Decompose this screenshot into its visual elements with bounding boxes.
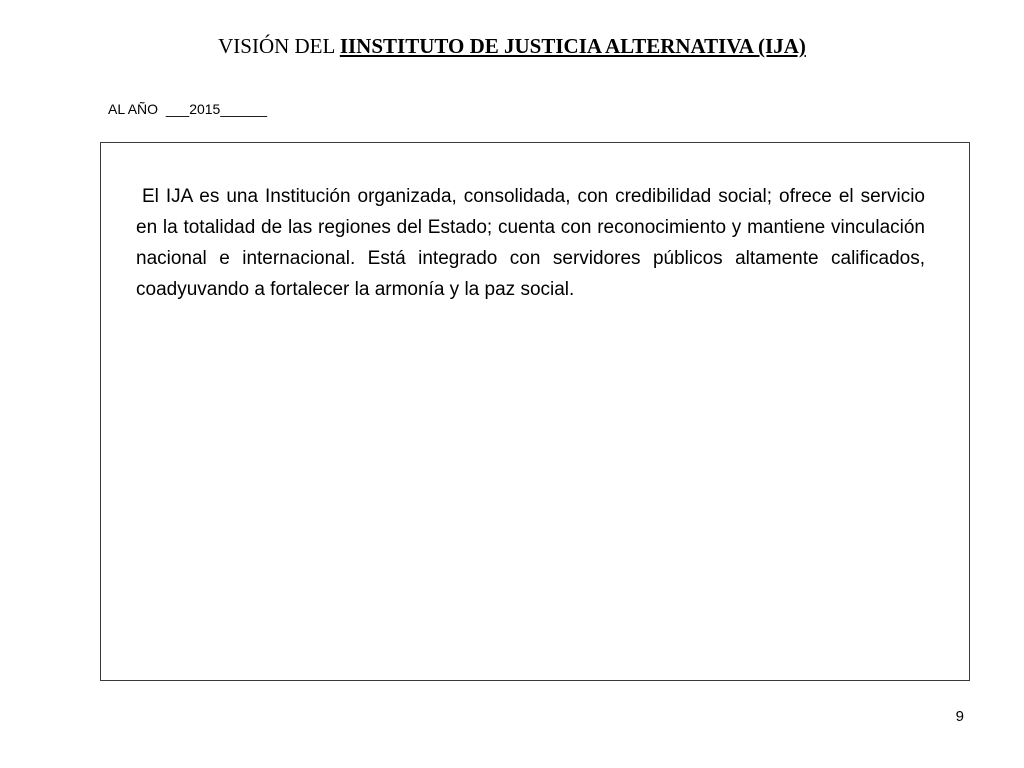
title-prefix: VISIÓN DEL: [218, 34, 340, 58]
vision-statement-box: [100, 142, 970, 681]
slide-title: [0, 32, 1024, 60]
target-year-label: AL AÑO ___2015______: [108, 101, 268, 117]
institute-name: IINSTITUTO DE JUSTICIA ALTERNATIVA (IJA): [339, 34, 806, 58]
slide-number: 9: [955, 708, 964, 725]
vision-statement-text: El IJA es una Institución organizada, consolidada, con credibilidad social; ofrece el servicio en la totalidad de las regiones del Estado; cuenta con reconocimiento y mantiene vinculación nacional e internacional. Está integrado con servidores públicos altamente calificados, coadyuvando a fortalecer la armonía y la paz social.: [136, 186, 925, 300]
